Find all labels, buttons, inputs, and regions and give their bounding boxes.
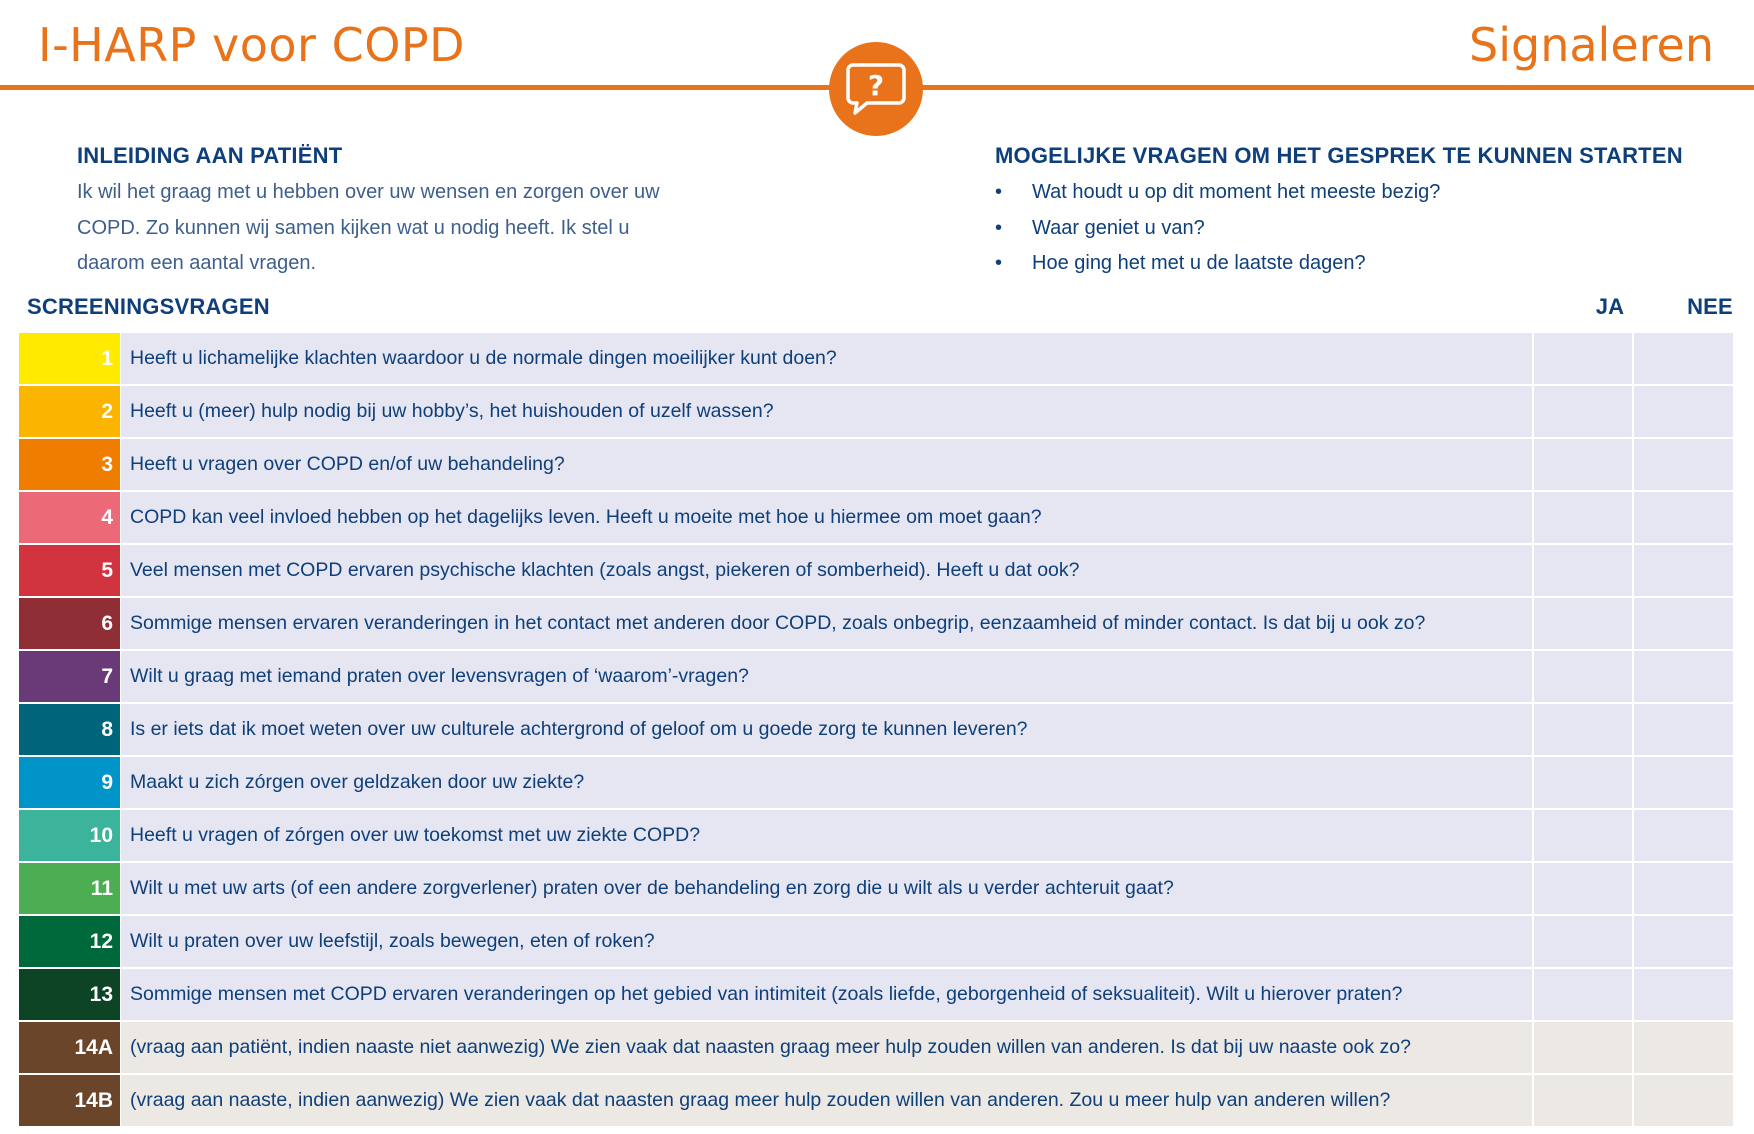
question-text: Wilt u praten over uw leefstijl, zoals bewegen, eten of roken?: [121, 916, 1532, 967]
question-number: 14B: [19, 1075, 120, 1126]
question-number: 2: [19, 386, 120, 437]
question-number: 8: [19, 704, 120, 755]
table-row: [19, 598, 1732, 649]
question-number: 1: [19, 333, 120, 384]
question-number: 14A: [19, 1022, 120, 1073]
question-number: 13: [19, 969, 120, 1020]
question-number: 3: [19, 439, 120, 490]
answer-cell-yes[interactable]: [1534, 545, 1632, 596]
column-header-yes: JA: [1595, 294, 1625, 319]
question-text: Wilt u graag met iemand praten over levensvragen of ‘waarom’-vragen?: [121, 651, 1532, 702]
table-row: [19, 492, 1732, 543]
answer-cell-yes[interactable]: [1534, 386, 1632, 437]
answer-cell-no[interactable]: [1634, 598, 1733, 649]
answer-cell-yes[interactable]: [1534, 969, 1632, 1020]
answer-cell-no[interactable]: [1634, 810, 1733, 861]
section-title: Signaleren: [1469, 18, 1714, 72]
question-text: Maakt u zich zórgen over geldzaken door uw ziekte?: [121, 757, 1532, 808]
answer-cell-no[interactable]: [1634, 333, 1733, 384]
answer-cell-yes[interactable]: [1534, 1075, 1632, 1126]
question-number: 10: [19, 810, 120, 861]
question-number: 7: [19, 651, 120, 702]
starter-questions-list: [995, 175, 1715, 282]
answer-cell-no[interactable]: [1634, 1022, 1733, 1073]
answer-cell-yes[interactable]: [1534, 439, 1632, 490]
table-row: [19, 969, 1732, 1020]
answer-cell-no[interactable]: [1634, 439, 1733, 490]
answer-cell-yes[interactable]: [1534, 333, 1632, 384]
answer-cell-no[interactable]: [1634, 916, 1733, 967]
answer-cell-yes[interactable]: [1534, 757, 1632, 808]
intro-text: Ik wil het graag met u hebben over uw wensen en zorgen over uw COPD. Zo kunnen wij samen kijken wat u nodig heeft. Ik stel u daarom een aantal vragen.: [77, 181, 660, 274]
answer-cell-yes[interactable]: [1534, 863, 1632, 914]
answer-cell-no[interactable]: [1634, 386, 1733, 437]
answer-cell-yes[interactable]: [1534, 704, 1632, 755]
answer-cell-yes[interactable]: [1534, 810, 1632, 861]
list-item: [995, 211, 1715, 247]
list-item: [995, 175, 1715, 211]
document-title: I-HARP voor COPD: [38, 18, 466, 72]
question-text: Is er iets dat ik moet weten over uw culturele achtergrond of geloof om u goede zorg te kunnen leveren?: [121, 704, 1532, 755]
question-text: COPD kan veel invloed hebben op het dagelijks leven. Heeft u moeite met hoe u hiermee om moet gaan?: [121, 492, 1532, 543]
screening-title: SCREENINGSVRAGEN: [27, 294, 270, 319]
question-text: Veel mensen met COPD ervaren psychische klachten (zoals angst, piekeren of somberheid). Heeft u dat ook?: [121, 545, 1532, 596]
intro-title: INLEIDING AAN PATIËNT: [77, 143, 343, 168]
starter-questions-section: [995, 143, 1715, 282]
question-text: (vraag aan naaste, indien aanwezig) We zien vaak dat naasten graag meer hulp zouden willen van anderen. Zou u meer hulp van anderen willen?: [121, 1075, 1532, 1126]
table-row: [19, 810, 1732, 861]
question-number: 9: [19, 757, 120, 808]
table-row: [19, 333, 1732, 384]
question-number: 12: [19, 916, 120, 967]
answer-cell-yes[interactable]: [1534, 916, 1632, 967]
table-row: [19, 863, 1732, 914]
answer-cell-no[interactable]: [1634, 492, 1733, 543]
table-row: [19, 1075, 1732, 1126]
question-number: 11: [19, 863, 120, 914]
starter-questions-title: MOGELIJKE VRAGEN OM HET GESPREK TE KUNNEN STARTEN: [995, 143, 1683, 168]
question-number: 6: [19, 598, 120, 649]
bullet: •: [995, 252, 1003, 274]
question-text: (vraag aan patiënt, indien naaste niet aanwezig) We zien vaak dat naasten graag meer hulp zouden willen van anderen. Is dat bij uw naaste ook zo?: [121, 1022, 1532, 1073]
table-row: [19, 386, 1732, 437]
question-text: Heeft u vragen over COPD en/of uw behandeling?: [121, 439, 1532, 490]
answer-cell-yes[interactable]: [1534, 651, 1632, 702]
list-item: [995, 246, 1715, 282]
bullet: •: [995, 181, 1003, 203]
table-row: [19, 545, 1732, 596]
starter-question-text: Wat houdt u op dit moment het meeste bezig?: [1032, 181, 1441, 203]
question-text: Sommige mensen ervaren veranderingen in het contact met anderen door COPD, zoals onbegrip, eenzaamheid of minder contact. Is dat bij u ook zo?: [121, 598, 1532, 649]
intro-section: [77, 143, 717, 282]
table-row: [19, 704, 1732, 755]
screening-header: [27, 292, 1734, 326]
answer-cell-no[interactable]: [1634, 1075, 1733, 1126]
starter-question-text: Waar geniet u van?: [1032, 216, 1205, 239]
answer-cell-no[interactable]: [1634, 545, 1733, 596]
header-badge: [829, 42, 923, 136]
question-mark-glyph: ?: [867, 69, 885, 102]
table-row: [19, 757, 1732, 808]
answer-cell-yes[interactable]: [1534, 598, 1632, 649]
bullet: •: [995, 216, 1003, 239]
answer-cell-no[interactable]: [1634, 704, 1733, 755]
answer-cell-yes[interactable]: [1534, 1022, 1632, 1073]
table-row: [19, 916, 1732, 967]
answer-cell-no[interactable]: [1634, 757, 1733, 808]
table-row: [19, 439, 1732, 490]
answer-cell-no[interactable]: [1634, 651, 1733, 702]
question-text: Sommige mensen met COPD ervaren veranderingen op het gebied van intimiteit (zoals liefde, geborgenheid of seksualiteit). Wilt u hierover praten?: [121, 969, 1532, 1020]
answer-cell-no[interactable]: [1634, 863, 1733, 914]
screening-table: [19, 333, 1732, 1128]
question-text: Heeft u lichamelijke klachten waardoor u de normale dingen moeilijker kunt doen?: [121, 333, 1532, 384]
question-text: Heeft u vragen of zórgen over uw toekomst met uw ziekte COPD?: [121, 810, 1532, 861]
speech-bubble-question-icon: [845, 61, 907, 117]
table-row: [19, 651, 1732, 702]
question-number: 5: [19, 545, 120, 596]
starter-question-text: Hoe ging het met u de laatste dagen?: [1032, 252, 1366, 274]
answer-cell-no[interactable]: [1634, 969, 1733, 1020]
answer-cell-yes[interactable]: [1534, 492, 1632, 543]
column-header-no: NEE: [1687, 294, 1733, 319]
question-number: 4: [19, 492, 120, 543]
question-text: Heeft u (meer) hulp nodig bij uw hobby’s, het huishouden of uzelf wassen?: [121, 386, 1532, 437]
table-row: [19, 1022, 1732, 1073]
question-text: Wilt u met uw arts (of een andere zorgverlener) praten over de behandeling en zorg die u wilt als u verder achteruit gaat?: [121, 863, 1532, 914]
